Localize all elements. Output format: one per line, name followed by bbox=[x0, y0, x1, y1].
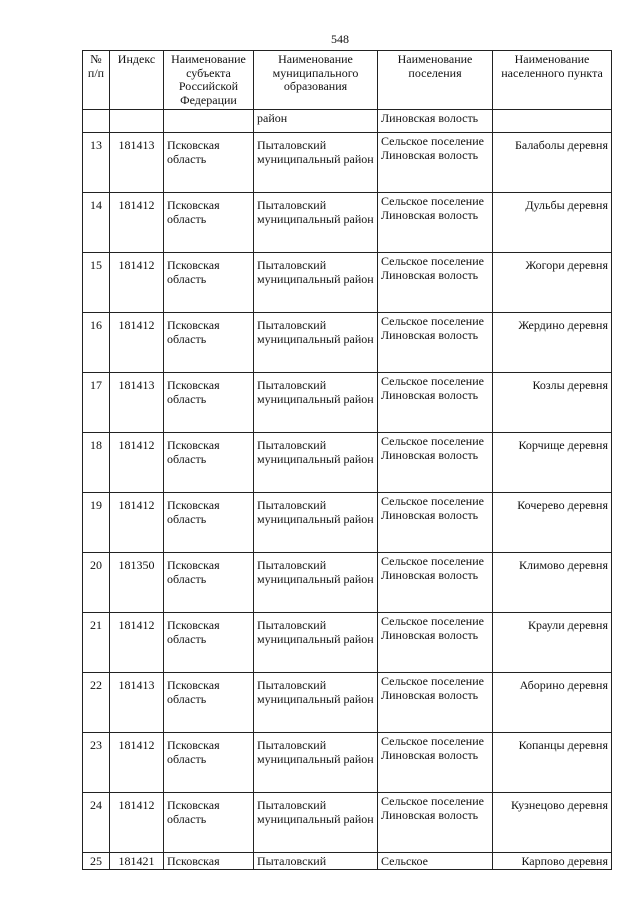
table-row bbox=[83, 553, 612, 613]
cell-place: Аборино деревня bbox=[493, 673, 612, 733]
settlements-table bbox=[82, 50, 612, 870]
cell-municipality: Пыталовский муниципальный район bbox=[254, 373, 378, 433]
header-index: Индекс bbox=[110, 51, 164, 110]
cell-settlement: Сельское поселение Линовская волость bbox=[378, 313, 493, 373]
cell-place: Климово деревня bbox=[493, 553, 612, 613]
cell-settlement: Сельское поселение Линовская волость bbox=[378, 193, 493, 253]
cell-subject: Псковская bbox=[164, 853, 254, 870]
cell-municipality: Пыталовский муниципальный район bbox=[254, 133, 378, 193]
cell-place: Копанцы деревня bbox=[493, 733, 612, 793]
cell-subject: Псковская область bbox=[164, 733, 254, 793]
cell-subject: Псковская область bbox=[164, 313, 254, 373]
table-row bbox=[83, 433, 612, 493]
cell-index: 181412 bbox=[110, 493, 164, 553]
cell-num: 16 bbox=[83, 313, 110, 373]
cell-subject: Псковская область bbox=[164, 793, 254, 853]
table-row bbox=[83, 793, 612, 853]
cell-num: 13 bbox=[83, 133, 110, 193]
cell-num: 23 bbox=[83, 733, 110, 793]
table-row-continuation bbox=[83, 110, 612, 133]
table-row bbox=[83, 193, 612, 253]
cell-settlement: Сельское поселение Линовская волость bbox=[378, 493, 493, 553]
cell-settlement: Сельское bbox=[378, 853, 493, 870]
cell-num: 21 bbox=[83, 613, 110, 673]
cell-municipality: Пыталовский муниципальный район bbox=[254, 733, 378, 793]
cell-settlement: Линовская волость bbox=[378, 110, 493, 133]
cell-index: 181412 bbox=[110, 613, 164, 673]
cell-num: 15 bbox=[83, 253, 110, 313]
table-row bbox=[83, 733, 612, 793]
cell-subject: Псковская область bbox=[164, 433, 254, 493]
cell-place: Краули деревня bbox=[493, 613, 612, 673]
cell-place: Кузнецово деревня bbox=[493, 793, 612, 853]
table-row bbox=[83, 253, 612, 313]
cell-index: 181412 bbox=[110, 193, 164, 253]
cell-municipality: Пыталовский bbox=[254, 853, 378, 870]
cell-place: Кочерево деревня bbox=[493, 493, 612, 553]
cell-subject: Псковская область bbox=[164, 553, 254, 613]
table-row bbox=[83, 493, 612, 553]
cell-index: 181412 bbox=[110, 253, 164, 313]
table-row bbox=[83, 133, 612, 193]
cell-index: 181413 bbox=[110, 673, 164, 733]
cell-subject: Псковская область bbox=[164, 193, 254, 253]
cell-subject: Псковская область bbox=[164, 253, 254, 313]
cell-index: 181412 bbox=[110, 793, 164, 853]
cell-place: Жогори деревня bbox=[493, 253, 612, 313]
cell-num: 25 bbox=[83, 853, 110, 870]
table-row bbox=[83, 313, 612, 373]
cell-num: 17 bbox=[83, 373, 110, 433]
table-row bbox=[83, 373, 612, 433]
header-settlement: Наименование поселения bbox=[378, 51, 493, 110]
header-subject: Наименование субъекта Российской Федерации bbox=[164, 51, 254, 110]
header-place: Наименование населенного пункта bbox=[493, 51, 612, 110]
cell-subject: Псковская область bbox=[164, 673, 254, 733]
cell-num: 14 bbox=[83, 193, 110, 253]
cell-place bbox=[493, 110, 612, 133]
cell-place: Балаболы деревня bbox=[493, 133, 612, 193]
header-num: № п/п bbox=[83, 51, 110, 110]
cell-place: Жердино деревня bbox=[493, 313, 612, 373]
cell-settlement: Сельское поселение Линовская волость bbox=[378, 673, 493, 733]
cell-municipality: Пыталовский муниципальный район bbox=[254, 433, 378, 493]
cell-subject: Псковская область bbox=[164, 133, 254, 193]
cell-subject bbox=[164, 110, 254, 133]
cell-place: Корчище деревня bbox=[493, 433, 612, 493]
cell-municipality: Пыталовский муниципальный район bbox=[254, 553, 378, 613]
table-row bbox=[83, 673, 612, 733]
cell-municipality: Пыталовский муниципальный район bbox=[254, 313, 378, 373]
cell-subject: Псковская область bbox=[164, 493, 254, 553]
cell-index: 181350 bbox=[110, 553, 164, 613]
cell-municipality: Пыталовский муниципальный район bbox=[254, 793, 378, 853]
cell-settlement: Сельское поселение Линовская волость bbox=[378, 613, 493, 673]
cell-index: 181412 bbox=[110, 313, 164, 373]
cell-num: 19 bbox=[83, 493, 110, 553]
cell-municipality: Пыталовский муниципальный район bbox=[254, 613, 378, 673]
cell-settlement: Сельское поселение Линовская волость bbox=[378, 733, 493, 793]
cell-place: Козлы деревня bbox=[493, 373, 612, 433]
cell-index: 181413 bbox=[110, 133, 164, 193]
cell-index: 181413 bbox=[110, 373, 164, 433]
cell-index: 181412 bbox=[110, 733, 164, 793]
cell-settlement: Сельское поселение Линовская волость bbox=[378, 373, 493, 433]
cell-municipality: Пыталовский муниципальный район bbox=[254, 253, 378, 313]
cell-index: 181421 bbox=[110, 853, 164, 870]
cell-num: 22 bbox=[83, 673, 110, 733]
page-number: 548 bbox=[331, 32, 349, 46]
cell-settlement: Сельское поселение Линовская волость bbox=[378, 553, 493, 613]
cell-municipality: Пыталовский муниципальный район bbox=[254, 193, 378, 253]
cell-municipality: Пыталовский муниципальный район bbox=[254, 493, 378, 553]
cell-settlement: Сельское поселение Линовская волость bbox=[378, 793, 493, 853]
cell-index: 181412 bbox=[110, 433, 164, 493]
table-header-row bbox=[83, 51, 612, 110]
cell-subject: Псковская область bbox=[164, 613, 254, 673]
cell-place: Карпово деревня bbox=[493, 853, 612, 870]
cell-settlement: Сельское поселение Линовская волость bbox=[378, 133, 493, 193]
cell-settlement: Сельское поселение Линовская волость bbox=[378, 433, 493, 493]
cell-index bbox=[110, 110, 164, 133]
cell-num: 20 bbox=[83, 553, 110, 613]
table-row-last bbox=[83, 853, 612, 870]
table-row bbox=[83, 613, 612, 673]
cell-num: 18 bbox=[83, 433, 110, 493]
cell-municipality: район bbox=[254, 110, 378, 133]
cell-subject: Псковская область bbox=[164, 373, 254, 433]
cell-municipality: Пыталовский муниципальный район bbox=[254, 673, 378, 733]
header-municipality: Наименование муниципального образования bbox=[254, 51, 378, 110]
cell-settlement: Сельское поселение Линовская волость bbox=[378, 253, 493, 313]
cell-num: 24 bbox=[83, 793, 110, 853]
cell-num bbox=[83, 110, 110, 133]
cell-place: Дульбы деревня bbox=[493, 193, 612, 253]
